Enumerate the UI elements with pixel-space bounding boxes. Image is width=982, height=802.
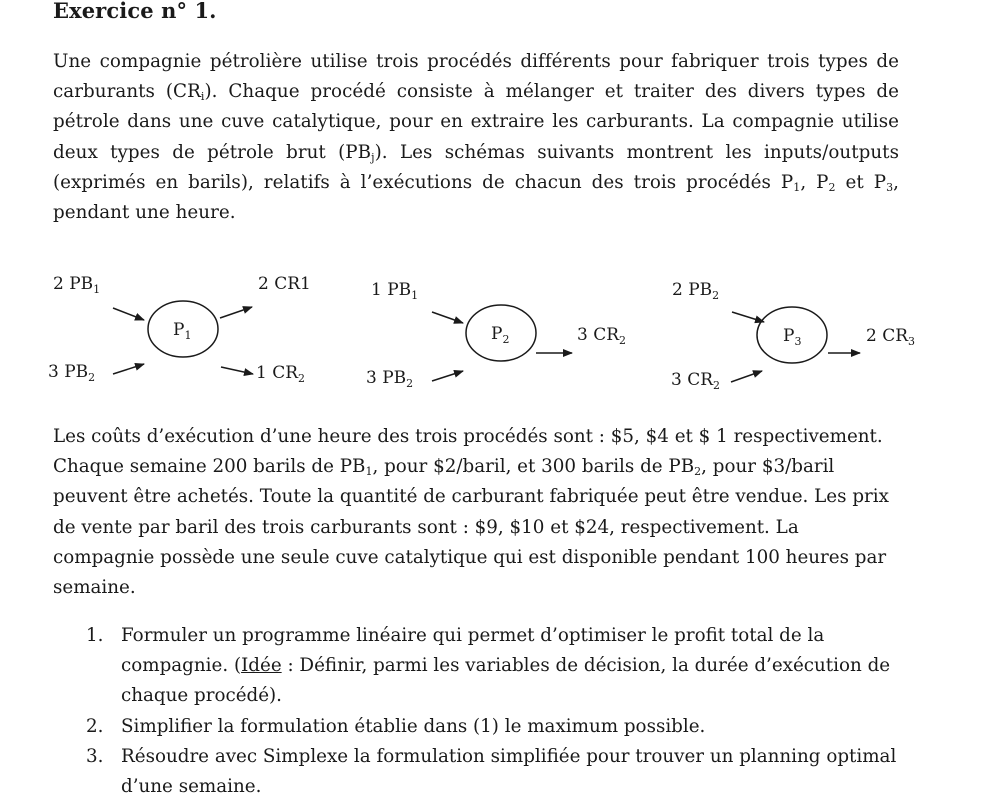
question-number: 3. bbox=[86, 745, 104, 767]
p1-output-top-label: 2 CR1 bbox=[258, 274, 311, 294]
p2-node-label: $P_2$ bbox=[491, 324, 510, 346]
p3-node-label: $P_3$ bbox=[783, 326, 802, 348]
questions-list bbox=[53, 621, 903, 802]
process-2-diagram bbox=[366, 280, 626, 390]
question-item-3: 3. Résoudre avec Simplexe la formulation simplifiée pour trouver un planning optimal d’une semaine. bbox=[53, 742, 903, 802]
costs-paragraph: Les coûts d’exécution d’une heure des trois procédés sont : $5, $4 et $ 1 respectivement. Chaque semaine 200 barils de $PB_1$, pour $2/baril, et 300 barils de $PB_2$, pour $3/baril peuvent être achetés. Toute la quantité de carburant fabriquée peut être vendue. Les prix de vente par baril des trois carburants sont : $9, $10 et $24, respectivement. La compagnie possède une seule cuve catalytique qui est disponible pendant 100 heures par semaine. bbox=[53, 426, 889, 599]
p2-output-label: 3 $CR_2$ bbox=[577, 325, 627, 347]
p3-input-top-label: 2 $PB_2$ bbox=[672, 280, 720, 302]
p2-input-top-label: 1 $PB_1$ bbox=[371, 280, 419, 302]
intro-paragraph: Une compagnie pétrolière utilise trois procédés différents pour fabriquer trois types de carburants $(CR_i)$. Chaque procédé consiste à mélanger et traiter des divers types de pétrole dans une cuve catalytique, pour en extraire les carburants. La compagnie utilise deux types de pétrole brut $(PB_j)$. Les schémas suivants montrent les inputs/outputs (exprimés en barils), relatifs à l’exécutions de chacun des trois procédés $P_1$, $P_2$ et $P_3$, pendant une heure. bbox=[53, 51, 900, 224]
idea-underlined: Idée bbox=[241, 655, 282, 677]
p3-output-label: 2 $CR_3$ bbox=[866, 326, 916, 348]
process-1-diagram bbox=[48, 274, 311, 385]
p1-arrow-out-bottom bbox=[221, 367, 253, 374]
p1-arrow-out-top bbox=[220, 307, 252, 318]
p3-arrow-in-bottom bbox=[731, 371, 762, 382]
question-item-1: 1. Formuler un programme linéaire qui permet d’optimiser le profit total de la compagnie. (Idée : Définir, parmi les variables de décision, la durée d’exécution de chaque procédé). bbox=[53, 621, 903, 712]
p3-arrow-in-top bbox=[732, 312, 764, 322]
process-diagrams bbox=[0, 262, 982, 402]
p1-arrow-in-bottom bbox=[113, 364, 144, 374]
process-3-diagram bbox=[671, 280, 915, 392]
p3-input-bottom-label: 3 $CR_2$ bbox=[671, 370, 721, 392]
question-number: 2. bbox=[86, 715, 104, 737]
p1-output-bottom-label: 1 $CR_2$ bbox=[256, 363, 306, 385]
p1-input-bottom-label: 3 $PB_2$ bbox=[48, 362, 96, 384]
question-item-2: 2. Simplifier la formulation établie dans (1) le maximum possible. bbox=[53, 712, 903, 742]
p1-input-top-label: 2 $PB_1$ bbox=[53, 274, 101, 296]
exercise-title: Exercice n° 1. bbox=[53, 0, 217, 23]
question-number: 1. bbox=[86, 625, 104, 646]
p1-arrow-in-top bbox=[113, 308, 144, 320]
p1-node-label: $P_1$ bbox=[173, 320, 192, 342]
p2-input-bottom-label: 3 $PB_2$ bbox=[366, 368, 414, 390]
p2-arrow-in-bottom bbox=[432, 371, 463, 381]
p2-arrow-in-top bbox=[432, 312, 463, 323]
